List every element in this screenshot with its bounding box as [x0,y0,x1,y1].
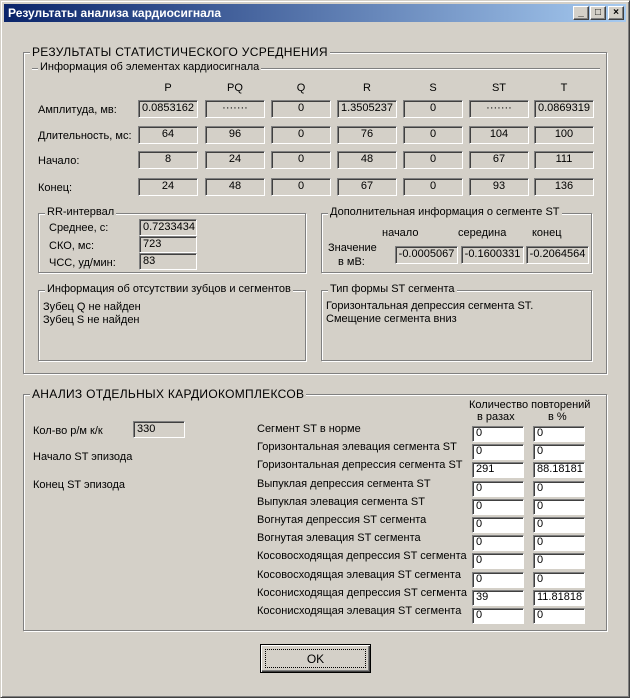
amplitude-field-st[interactable]: ······· [469,100,529,118]
rr-mean-label: Среднее, с: [49,222,109,234]
st-type-label: Сегмент ST в норме [257,423,361,435]
st-type-label: Выпуклая элевация сегмента ST [257,495,425,508]
st-shape-group-title: Тип формы ST сегмента [330,283,455,295]
st-type-percent-field[interactable]: 0 [533,572,585,588]
end-field-st[interactable]: 93 [469,178,529,196]
start-field-q[interactable]: 0 [271,151,331,169]
st-type-times-field[interactable]: 0 [472,517,524,533]
st-type-percent-field[interactable]: 0 [533,426,585,442]
st-type-times-field[interactable]: 0 [472,426,524,442]
start-field-st[interactable]: 67 [469,151,529,169]
st-type-label: Косонисходящая элевация ST сегмента [257,605,462,617]
stat-group-title: РЕЗУЛЬТАТЫ СТАТИСТИЧЕСКОГО УСРЕДНЕНИЯ [32,45,328,59]
times-header: в разах [477,411,515,423]
st-type-percent-field[interactable]: 0 [533,444,585,460]
repeat-header: Количество повторений [469,399,591,411]
ok-button-label: OK [265,649,366,668]
st-type-times-field[interactable]: 0 [472,572,524,588]
st-middle-field[interactable]: -0.1600331 [461,246,524,264]
end-field-pq[interactable]: 48 [205,178,265,196]
st-start-field[interactable]: -0.0005067 [395,246,458,264]
st-type-percent-field[interactable]: 0 [533,481,585,497]
window-title: Результаты анализа кардиосигнала [8,6,222,20]
st-shape-text [326,300,533,326]
st-type-label: Выпуклая депрессия сегмента ST [257,477,431,490]
st-type-times-field[interactable]: 39 [472,590,524,606]
absence-line-q: Зубец Q не найден [43,301,141,313]
st-end-field[interactable]: -0.2064564 [526,246,589,264]
close-icon: × [613,7,619,18]
complexes-group-title: АНАЛИЗ ОТДЕЛЬНЫХ КАРДИОКОМПЛЕКСОВ [32,387,305,401]
duration-field-r[interactable]: 76 [337,126,397,144]
minimize-icon: _ [578,7,584,18]
duration-field-pq[interactable]: 96 [205,126,265,144]
start-field-pq[interactable]: 24 [205,151,265,169]
column-header-st: ST [491,82,507,94]
rr-sko-label: СКО, мс: [49,240,95,252]
absence-text [43,301,141,327]
st-value-unit-label: в мВ: [338,256,365,268]
duration-field-s[interactable]: 0 [403,126,463,144]
st-type-percent-field[interactable]: 88.18181 [533,462,585,478]
count-field[interactable]: 330 [133,421,185,438]
st-type-times-field[interactable]: 0 [472,499,524,515]
column-header-t: T [560,82,568,94]
end-field-r[interactable]: 67 [337,178,397,196]
amplitude-field-s[interactable]: 0 [403,100,463,118]
end-field-q[interactable]: 0 [271,178,331,196]
row-label-start: Начало: [38,155,80,167]
st-info-group-title: Дополнительная информация о сегменте ST [330,206,560,218]
st-type-label: Косовосходящая депрессия ST сегмента [257,550,467,563]
st-episode-start-label: Начало ST эпизода [33,451,133,463]
row-label-duration: Длительность, мс: [38,130,132,142]
minimize-button[interactable] [573,6,589,20]
rr-hr-field[interactable]: 83 [139,253,197,270]
duration-field-st[interactable]: 104 [469,126,529,144]
duration-field-q[interactable]: 0 [271,126,331,144]
duration-field-t[interactable]: 100 [534,126,594,144]
amplitude-field-r[interactable]: 1.3505237 [337,100,397,118]
st-type-times-field[interactable]: 0 [472,535,524,551]
st-episode-end-label: Конец ST эпизода [33,479,126,491]
st-type-label: Косовосходящая элевация ST сегмента [257,568,461,581]
amplitude-field-p[interactable]: 0.0853162 [138,100,198,118]
column-header-pq: PQ [227,82,243,94]
st-type-label: Косонисходящая депрессия ST сегмента [257,586,468,599]
st-start-header: начало [382,227,419,239]
stat-group [23,45,607,374]
column-header-s: S [429,82,437,94]
st-type-times-field[interactable]: 0 [472,481,524,497]
st-middle-header: середина [458,227,507,239]
st-type-times-field[interactable]: 0 [472,608,524,624]
rr-sko-field[interactable]: 723 [139,236,197,253]
elements-group-title: Информация об элементах кардиосигнала [40,61,260,73]
st-type-label: Горизонтальная элевация сегмента ST [257,441,457,454]
column-header-p: P [164,82,172,94]
row-label-amplitude: Амплитуда, мв: [38,104,117,116]
rr-mean-field[interactable]: 0.7233434 [139,219,197,236]
st-shape-group [321,283,592,361]
st-end-header: конец [532,227,562,239]
st-value-label: Значение [328,242,377,254]
duration-field-p[interactable]: 64 [138,126,198,144]
title-bar[interactable] [4,4,626,22]
rr-hr-label: ЧСС, уд/мин: [49,257,116,269]
st-type-times-field[interactable]: 0 [472,553,524,569]
st-type-label: Вогнутая элевация ST сегмента [257,532,421,545]
absence-group-title: Информация об отсутствии зубцов и сегментов [47,283,291,295]
absence-line-s: Зубец S не найден [43,314,140,326]
rr-group [38,206,306,273]
amplitude-field-pq[interactable]: ······· [205,100,265,118]
rr-group-title: RR-интервал [47,206,115,218]
st-info-group [321,206,592,273]
ok-button[interactable] [260,644,371,673]
start-field-s[interactable]: 0 [403,151,463,169]
row-label-end: Конец: [38,182,73,194]
st-type-percent-field[interactable]: 0 [533,535,585,551]
st-type-label: Вогнутая депрессия ST сегмента [257,514,427,526]
st-type-percent-field[interactable]: 0 [533,517,585,533]
column-header-r: R [363,82,371,94]
percent-header: в % [548,411,567,423]
absence-group [38,283,306,361]
st-type-percent-field[interactable]: 0 [533,499,585,515]
amplitude-field-t[interactable]: 0.0869319 [534,100,594,118]
st-shape-line-1: Горизонтальная депрессия сегмента ST. [326,300,534,312]
start-field-p[interactable]: 8 [138,151,198,169]
st-type-times-field[interactable]: 0 [472,444,524,460]
end-field-t[interactable]: 136 [534,178,594,196]
end-field-p[interactable]: 24 [138,178,198,196]
count-label: Кол-во р/м к/к [33,425,103,437]
close-button[interactable] [608,6,624,20]
st-type-label: Горизонтальная депрессия сегмента ST [257,459,463,472]
complexes-group [23,387,607,631]
amplitude-field-q[interactable]: 0 [271,100,331,118]
end-field-s[interactable]: 0 [403,178,463,196]
column-header-q: Q [296,82,306,94]
maximize-icon: □ [594,7,602,18]
st-shape-line-2: Смещение сегмента вниз [326,313,457,325]
start-field-t[interactable]: 111 [534,151,594,169]
st-type-percent-field[interactable]: 0 [533,608,585,624]
start-field-r[interactable]: 48 [337,151,397,169]
st-type-times-field[interactable]: 291 [472,462,524,478]
st-type-percent-field[interactable]: 11.81818 [533,590,585,606]
maximize-button[interactable] [590,6,606,20]
st-type-percent-field[interactable]: 0 [533,553,585,569]
